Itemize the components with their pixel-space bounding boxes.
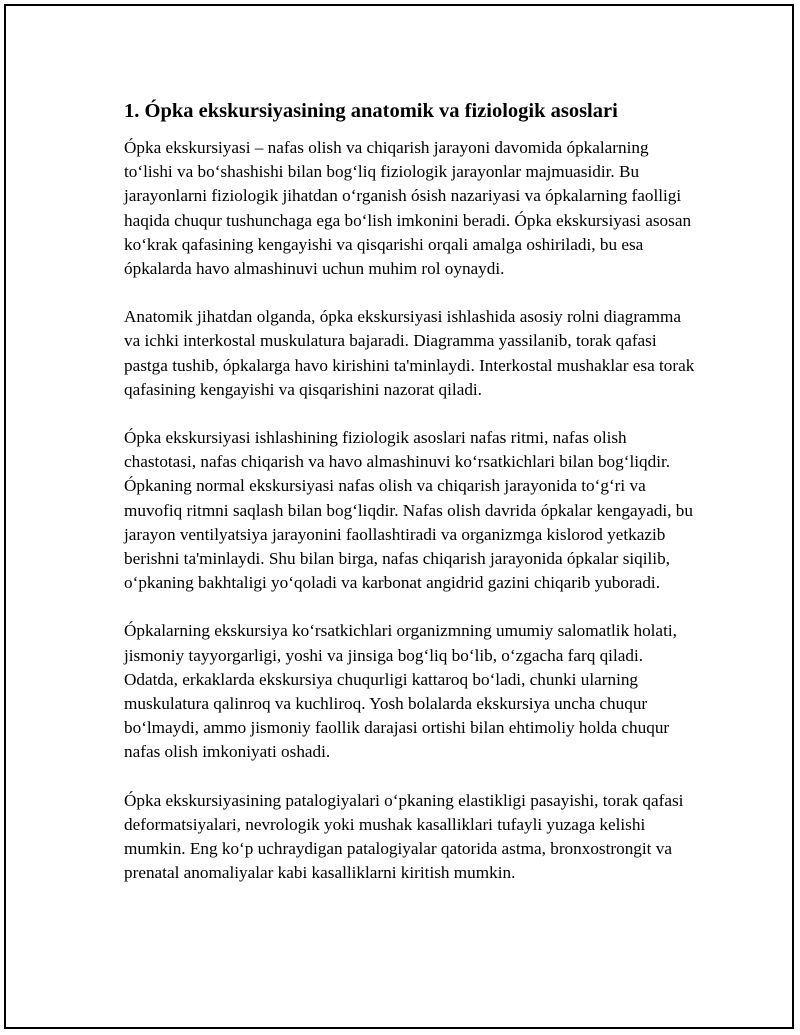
document-title: 1. Ópka ekskursiyasining anatomik va fiziologik asoslari <box>124 100 618 122</box>
paragraph-introduction: Ópka ekskursiyasi – nafas olish va chiqarish jarayoni davomida ópkalarning to‘lishi va bo‘shashishi bilan bog‘liq fiziologik jarayonlar majmuasidir. Bu jarayonlarni fiziologik jihatdan o‘rganish ósish nazariyasi va ópkalarning faolligi haqida chuqur tushunchaga ega bo‘lish imkonini beradi. Ópka ekskursiyasi asosan ko‘krak qafasining kengayishi va qisqarishi orqali amalga oshiriladi, bu esa ópkalarda havo almashinuvi uchun muhim rol oynaydi. <box>124 138 692 279</box>
paragraph-indicators: Ópkalarning ekskursiya ko‘rsatkichlari organizmning umumiy salomatlik holati, jismoniy tayyorgarligi, yoshi va jinsiga bog‘liq bo‘lib, o‘zgacha farq qiladi. Odatda, erkaklarda ekskursiya chuqurligi kattaroq bo‘ladi, chunki ularning muskulatura qalinroq va kuchliroq. Yosh bolalarda ekskursiya uncha chuqur bo‘lmaydi, ammo jismoniy faollik darajasi ortishi bilan ehtimoliy holda chuqur nafas olish imkoniyati oshadi. <box>124 621 677 762</box>
page-frame <box>4 4 794 1029</box>
document-body <box>124 97 696 885</box>
paragraph-physiology: Ópka ekskursiyasi ishlashining fiziologik asoslari nafas ritmi, nafas olish chastotasi, nafas chiqarish va havo almashinuvi ko‘rsatkichlari bilan bog‘liqdir. Ópkaning normal ekskursiyasi nafas olish va chiqarish jarayonida to‘g‘ri va muvofiq ritmni saqlash bilan bog‘liqdir. Nafas olish davrida ópkalar kengayadi, bu jarayon ventilyatsiya jarayonini faollashtiradi va organizmga kislorod yetkazib berishni ta'minlaydi. Shu bilan birga, nafas chiqarish jarayonida ópkalar siqilib, o‘pkaning bakhtaligi yo‘qoladi va karbonat angidrid gazini chiqarib yuboradi. <box>124 428 693 593</box>
paragraph-anatomy: Anatomik jihatdan olganda, ópka ekskursiyasi ishlashida asosiy rolni diagramma va ichki interkostal muskulatura bajaradi. Diagramma yassilanib, torak qafasi pastga tushib, ópkalarga havo kirishini ta'minlaydi. Interkostal mushaklar esa torak qafasining kengayishi va qisqarishini nazorat qiladi. <box>124 307 695 399</box>
paragraph-pathologies: Ópka ekskursiyasining patalogiyalari o‘pkaning elastikligi pasayishi, torak qafasi deformatsiyalari, nevrologik yoki mushak kasalliklari tufayli yuzaga kelishi mumkin. Eng ko‘p uchraydigan patalogiyalar qatorida astma, bronxostrongit va prenatal anomaliyalar kabi kasalliklarni kiritish mumkin. <box>124 790 684 883</box>
